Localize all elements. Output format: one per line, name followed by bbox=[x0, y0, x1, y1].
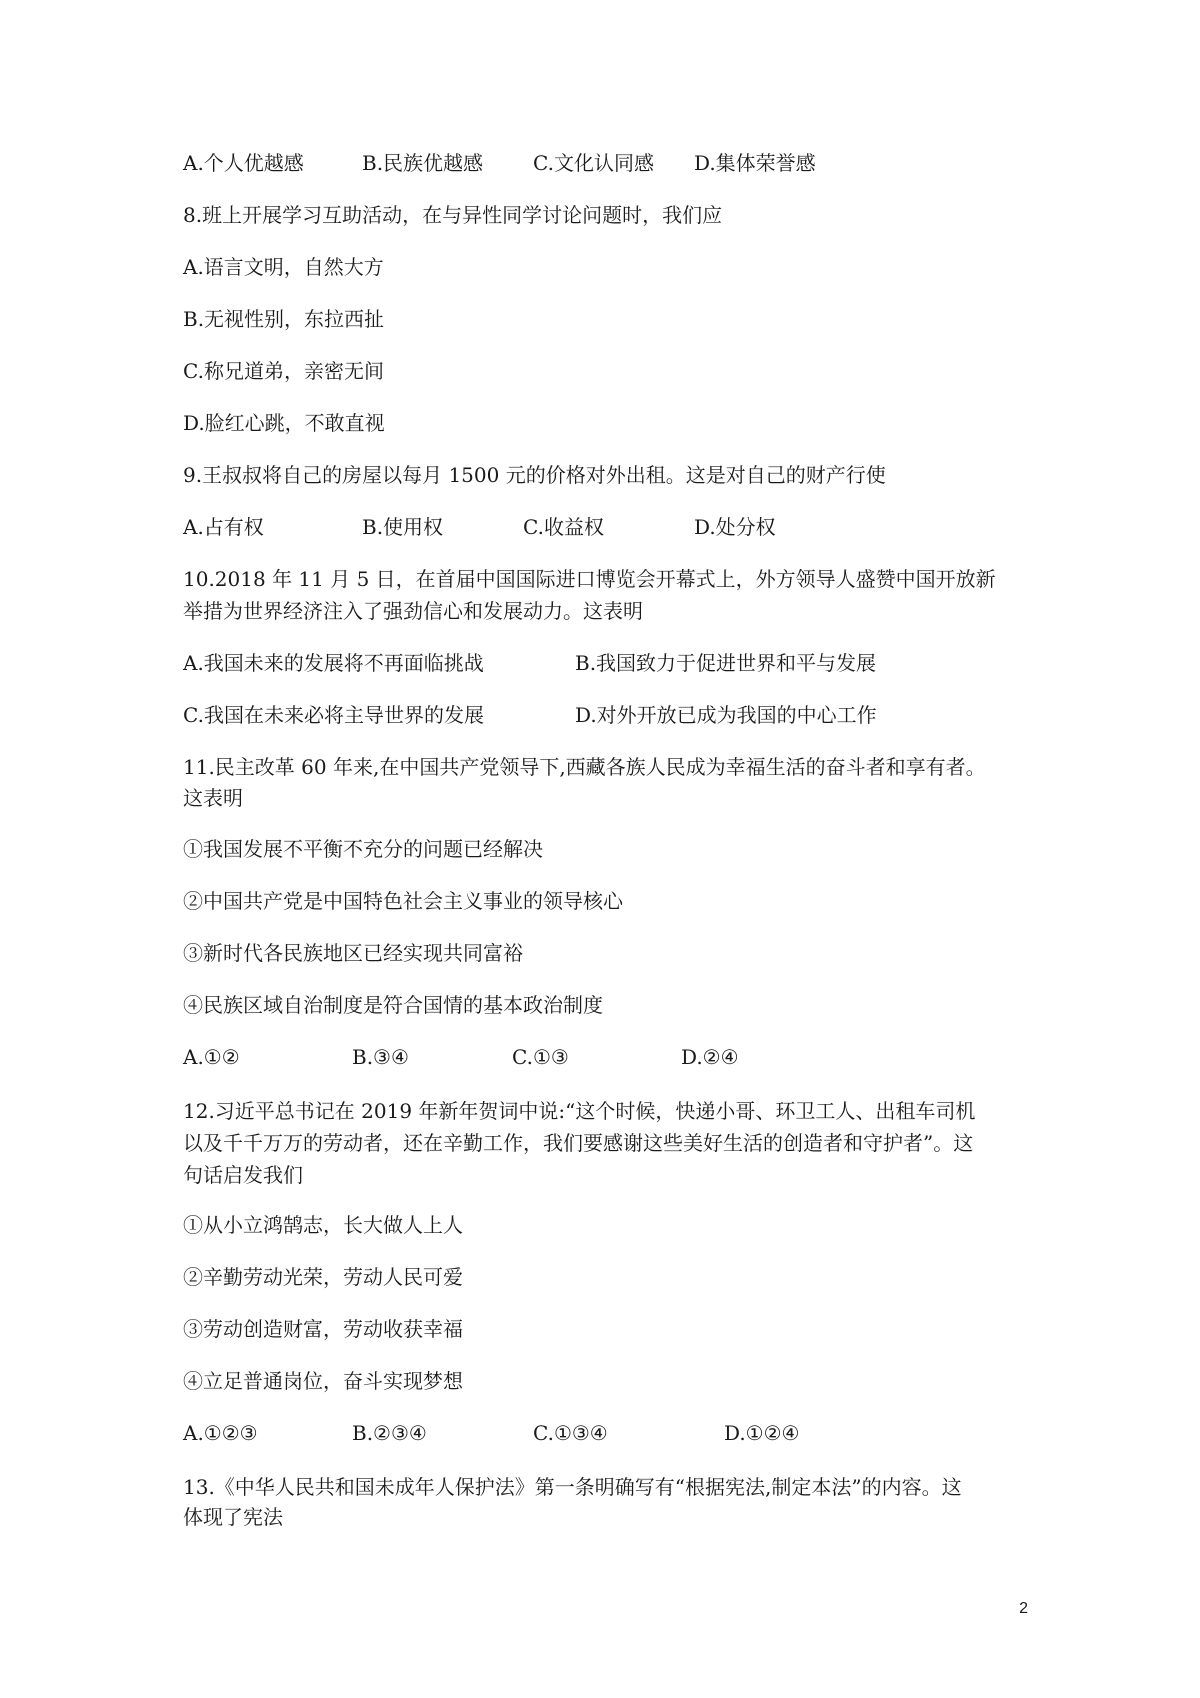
q11-option-b: B.③④ bbox=[352, 1045, 409, 1069]
q9-option-a: A.占有权 bbox=[183, 515, 264, 539]
q8-option-a: A.语言文明，自然大方 bbox=[183, 255, 384, 279]
q7-option-b: B.民族优越感 bbox=[362, 151, 484, 175]
q11-statement-1: ①我国发展不平衡不充分的问题已经解决 bbox=[183, 837, 543, 861]
q8-option-c: C.称兄道弟，亲密无间 bbox=[183, 359, 384, 383]
q8-option-d: D.脸红心跳，不敢直视 bbox=[183, 411, 385, 435]
q9-stem: 9.王叔叔将自己的房屋以每月 1500 元的价格对外出租。这是对自己的财产行使 bbox=[183, 463, 886, 487]
q11-stem-line2: 这表明 bbox=[183, 786, 243, 810]
q12-option-a: A.①②③ bbox=[183, 1421, 258, 1445]
q9-option-c: C.收益权 bbox=[523, 515, 604, 539]
q12-stem-line1: 12.习近平总书记在 2019 年新年贺词中说:“这个时候，快递小哥、环卫工人、出租车司机 bbox=[183, 1099, 976, 1123]
q7-option-a: A.个人优越感 bbox=[183, 151, 304, 175]
q12-statement-1: ①从小立鸿鹄志，长大做人上人 bbox=[183, 1213, 463, 1237]
q7-option-d: D.集体荣誉感 bbox=[694, 151, 816, 175]
q11-statement-3: ③新时代各民族地区已经实现共同富裕 bbox=[183, 941, 523, 965]
q7-option-c: C.文化认同感 bbox=[533, 151, 654, 175]
q13-stem-line2: 体现了宪法 bbox=[183, 1505, 283, 1529]
q8-stem: 8.班上开展学习互助活动，在与异性同学讨论问题时，我们应 bbox=[183, 203, 723, 227]
q10-option-c: C.我国在未来必将主导世界的发展 bbox=[183, 703, 484, 727]
q12-option-d: D.①②④ bbox=[724, 1421, 800, 1445]
q10-option-a: A.我国未来的发展将不再面临挑战 bbox=[183, 651, 484, 675]
q11-option-c: C.①③ bbox=[512, 1045, 569, 1069]
page-number: 2 bbox=[1019, 1600, 1028, 1617]
q12-statement-3: ③劳动创造财富，劳动收获幸福 bbox=[183, 1317, 463, 1341]
q8-option-b: B.无视性别，东拉西扯 bbox=[183, 307, 385, 331]
q12-stem-line2: 以及千千万万的劳动者，还在辛勤工作，我们要感谢这些美好生活的创造者和守护者”。这 bbox=[183, 1131, 974, 1155]
q12-option-b: B.②③④ bbox=[352, 1421, 427, 1445]
q11-option-a: A.①② bbox=[183, 1045, 240, 1069]
q11-statement-2: ②中国共产党是中国特色社会主义事业的领导核心 bbox=[183, 889, 623, 913]
q12-option-c: C.①③④ bbox=[533, 1421, 608, 1445]
q13-stem-line1: 13.《中华人民共和国未成年人保护法》第一条明确写有“根据宪法,制定本法”的内容。这 bbox=[183, 1475, 962, 1499]
q9-option-d: D.处分权 bbox=[694, 515, 776, 539]
q12-stem-line3: 句话启发我们 bbox=[183, 1163, 303, 1187]
q11-option-d: D.②④ bbox=[681, 1045, 739, 1069]
q12-statement-4: ④立足普通岗位，奋斗实现梦想 bbox=[183, 1369, 463, 1393]
q12-statement-2: ②辛勤劳动光荣，劳动人民可爱 bbox=[183, 1265, 463, 1289]
q11-statement-4: ④民族区域自治制度是符合国情的基本政治制度 bbox=[183, 993, 603, 1017]
q10-option-b: B.我国致力于促进世界和平与发展 bbox=[575, 651, 877, 675]
q9-option-b: B.使用权 bbox=[362, 515, 444, 539]
q11-stem-line1: 11.民主改革 60 年来,在中国共产党领导下,西藏各族人民成为幸福生活的奋斗者和享有者。 bbox=[183, 755, 986, 779]
q10-option-d: D.对外开放已成为我国的中心工作 bbox=[575, 703, 877, 727]
q10-stem-line2: 举措为世界经济注入了强劲信心和发展动力。这表明 bbox=[183, 599, 643, 623]
q10-stem-line1: 10.2018 年 11 月 5 日，在首届中国国际进口博览会开幕式上，外方领导人盛赞中国开放新 bbox=[183, 567, 996, 591]
